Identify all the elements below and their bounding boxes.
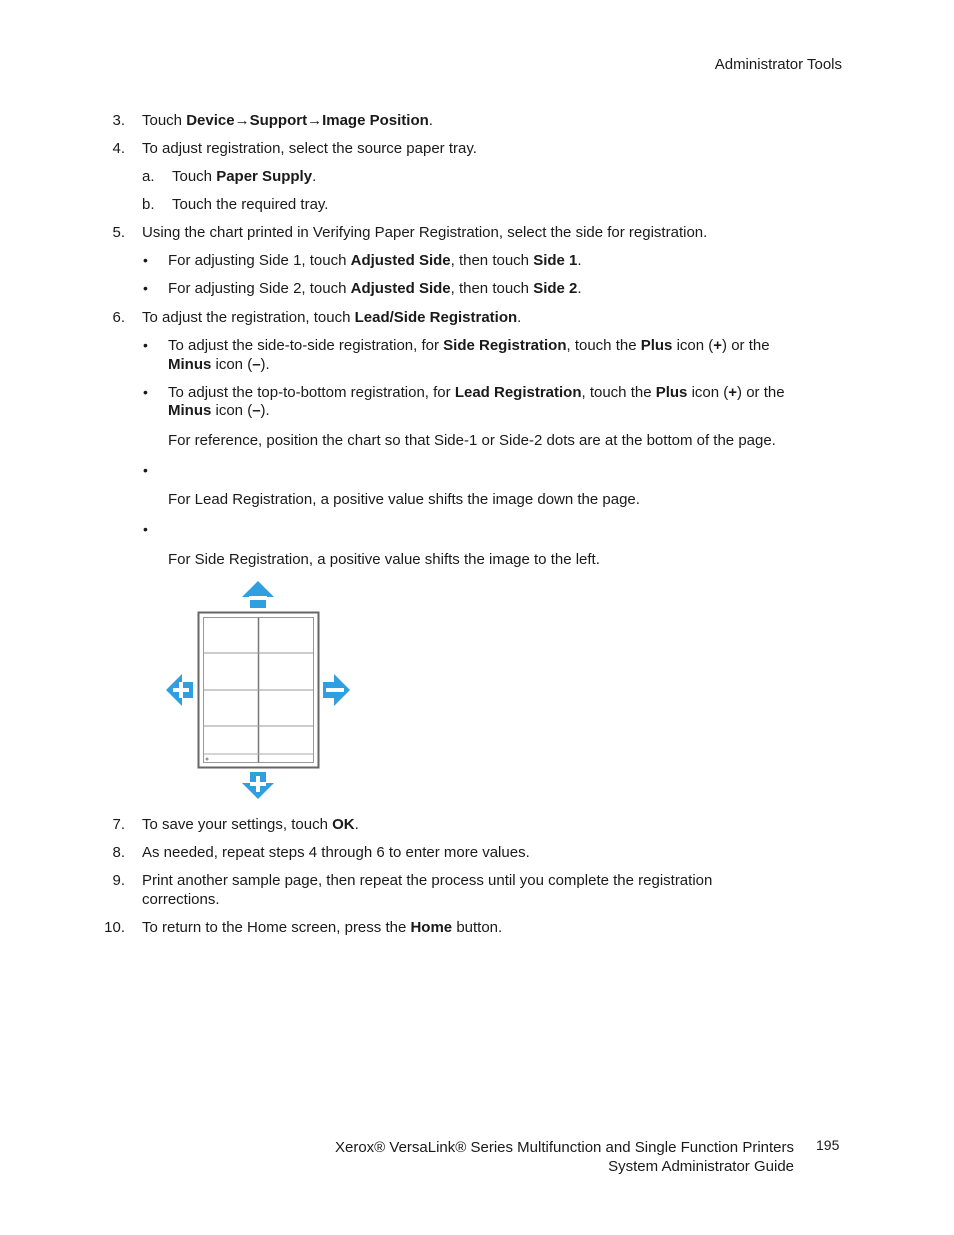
side-registration-note: For Side Registration, a positive value shifts the image to the left. [168,551,600,568]
step-number: 9. [112,872,125,889]
bullet: • [143,521,148,537]
substep-text: Touch the required tray. [172,196,329,213]
bullet-text-line2: Minus icon (–). [168,356,270,373]
registration-chart [199,613,319,768]
bullet-text-line1: To adjust the top-to-bottom registration, for Lead Registration, touch the Plus icon (+) or the [168,384,785,401]
arrow-up-minus-icon [242,581,274,608]
bullet-text: For adjusting Side 2, touch Adjusted Side, then touch Side 2. [168,280,582,297]
registration-chart-figure [160,578,360,804]
bullet: • [143,384,148,400]
lead-registration-note: For Lead Registration, a positive value shifts the image down the page. [168,491,640,508]
bullet-text: For adjusting Side 1, touch Adjusted Side, then touch Side 1. [168,252,582,269]
step-number: 4. [112,140,125,157]
bullet: • [143,280,148,296]
step-number: 3. [112,112,125,129]
step-text: Touch Device→Support→Image Position. [142,112,433,129]
footer-product-title: Xerox® VersaLink® Series Multifunction and Single Function Printers [335,1139,794,1156]
bullet-text-line2: Minus icon (–). [168,402,270,419]
step-number: 5. [112,224,125,241]
arrow-down-plus-icon [242,772,274,799]
bullet: • [143,337,148,353]
substep-text: Touch Paper Supply. [172,168,317,185]
step-text: To save your settings, touch OK. [142,816,359,833]
footer-guide-title: System Administrator Guide [608,1158,794,1175]
arrow-left-plus-icon [166,674,193,706]
step-text: To adjust the registration, touch Lead/Side Registration. [142,309,522,326]
step-number: 7. [112,816,125,833]
step-number: 10. [104,919,125,936]
step-text-line1: Print another sample page, then repeat the process until you complete the registration [142,872,713,889]
step-text: As needed, repeat steps 4 through 6 to enter more values. [142,844,530,861]
bullet: • [143,252,148,268]
step-number: 6. [112,309,125,326]
step-text-line2: corrections. [142,891,220,908]
step-text: Using the chart printed in Verifying Paper Registration, select the side for registration. [142,224,708,241]
bullet: • [143,462,148,478]
page-number: 195 [816,1137,840,1153]
bullet-text-line1: To adjust the side-to-side registration, for Side Registration, touch the Plus icon (+) or the [168,337,770,354]
arrow-right-minus-icon [323,674,350,706]
page-header: Administrator Tools [714,56,842,73]
reference-note: For reference, position the chart so that Side-1 or Side-2 dots are at the bottom of the page. [168,432,776,449]
step-text: To adjust registration, select the source paper tray. [142,140,477,157]
step-text: To return to the Home screen, press the Home button. [142,919,503,936]
substep-letter: a. [142,168,155,185]
substep-letter: b. [142,196,155,213]
step-number: 8. [112,844,125,861]
